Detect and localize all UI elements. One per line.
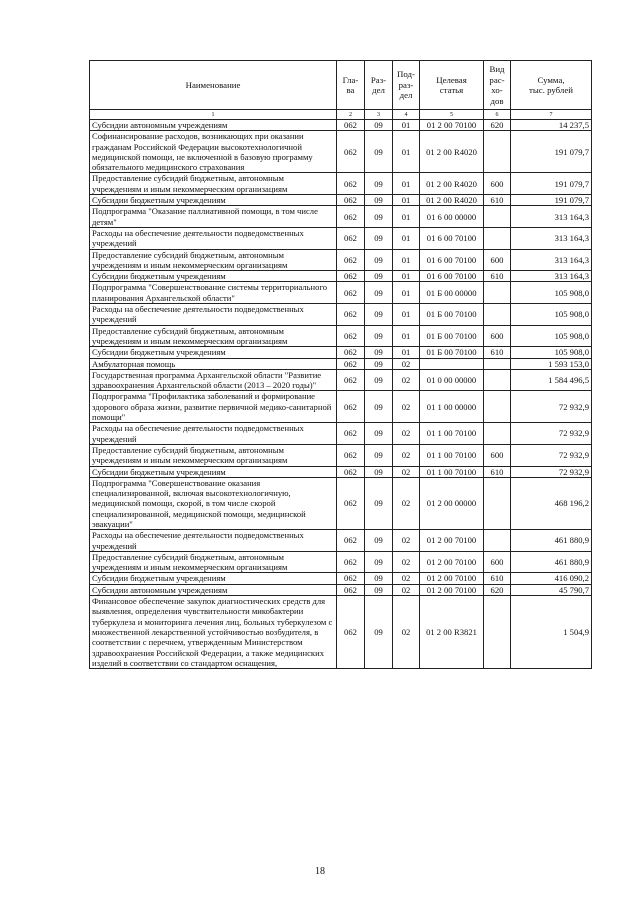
row-amount: 1 504,9 <box>511 596 592 669</box>
row-section: 09 <box>365 131 393 173</box>
row-amount: 14 237,5 <box>511 120 592 131</box>
row-expense-type: 610 <box>484 466 511 477</box>
row-target-article: 01 1 00 70100 <box>420 423 484 445</box>
row-target-article: 01 2 00 70100 <box>420 584 484 595</box>
row-chapter: 062 <box>337 131 365 173</box>
row-section: 09 <box>365 466 393 477</box>
row-amount: 313 164,3 <box>511 271 592 282</box>
row-subsection: 02 <box>393 423 420 445</box>
row-expense-type <box>484 206 511 228</box>
table-row <box>90 444 592 466</box>
row-chapter: 062 <box>337 466 365 477</box>
row-subsection: 02 <box>393 584 420 595</box>
table-row <box>90 584 592 595</box>
row-expense-type <box>484 391 511 423</box>
row-name: Субсидии автономным учреждениям <box>90 584 337 595</box>
column-number-row <box>90 110 592 120</box>
row-section: 09 <box>365 596 393 669</box>
row-expense-type <box>484 358 511 369</box>
row-name: Предоставление субсидий бюджетным, автономным учреждениям и иным некоммерческим организациям <box>90 249 337 271</box>
row-amount: 461 880,9 <box>511 530 592 552</box>
row-expense-type <box>484 530 511 552</box>
row-chapter: 062 <box>337 282 365 304</box>
row-section: 09 <box>365 173 393 195</box>
row-target-article: 01 6 00 00000 <box>420 206 484 228</box>
row-amount: 105 908,0 <box>511 304 592 326</box>
row-target-article: 01 2 00 R3821 <box>420 596 484 669</box>
row-expense-type: 600 <box>484 325 511 347</box>
row-target-article: 01 1 00 70100 <box>420 466 484 477</box>
row-chapter: 062 <box>337 444 365 466</box>
row-expense-type <box>484 304 511 326</box>
row-expense-type: 620 <box>484 584 511 595</box>
row-chapter: 062 <box>337 173 365 195</box>
table-row <box>90 271 592 282</box>
row-section: 09 <box>365 271 393 282</box>
row-target-article: 01 2 00 70100 <box>420 120 484 131</box>
row-name: Расходы на обеспечение деятельности подведомственных учреждений <box>90 530 337 552</box>
row-name: Субсидии бюджетным учреждениям <box>90 195 337 206</box>
row-section: 09 <box>365 249 393 271</box>
row-target-article: 01 2 00 R4020 <box>420 131 484 173</box>
column-number: 2 <box>337 110 365 120</box>
table-row <box>90 347 592 358</box>
column-number: 5 <box>420 110 484 120</box>
row-name: Финансовое обеспечение закупок диагностических средств для выявления, определения чувствительности микобактерии туберкулеза и мониторинга лечения лиц, больных туберкулезом с множественной лекарственной устойчивостью возбудителя, в соответствии с перечнем, утвержденным Министерством здравоохранения Российской Федерации, а также медицинских изделий в соответствии со стандартом оснащения, <box>90 596 337 669</box>
row-name: Амбулаторная помощь <box>90 358 337 369</box>
row-amount: 461 880,9 <box>511 551 592 573</box>
row-name: Подпрограмма "Совершенствование системы территориального планирования Архангельской области" <box>90 282 337 304</box>
row-chapter: 062 <box>337 596 365 669</box>
row-section: 09 <box>365 304 393 326</box>
row-target-article: 01 Б 00 70100 <box>420 304 484 326</box>
column-number: 1 <box>90 110 337 120</box>
row-chapter: 062 <box>337 195 365 206</box>
table-row <box>90 304 592 326</box>
column-number: 3 <box>365 110 393 120</box>
row-section: 09 <box>365 227 393 249</box>
row-chapter: 062 <box>337 584 365 595</box>
row-amount: 313 164,3 <box>511 227 592 249</box>
row-target-article <box>420 358 484 369</box>
row-subsection: 02 <box>393 530 420 552</box>
header-section: Раз- дел <box>365 61 393 110</box>
row-expense-type <box>484 477 511 529</box>
row-subsection: 01 <box>393 249 420 271</box>
row-subsection: 02 <box>393 391 420 423</box>
row-section: 09 <box>365 120 393 131</box>
row-amount: 72 932,9 <box>511 466 592 477</box>
row-target-article: 01 2 00 R4020 <box>420 195 484 206</box>
row-name: Предоставление субсидий бюджетным, автономным учреждениям и иным некоммерческим организациям <box>90 444 337 466</box>
row-chapter: 062 <box>337 325 365 347</box>
row-expense-type <box>484 369 511 391</box>
budget-page <box>89 60 591 669</box>
row-section: 09 <box>365 195 393 206</box>
header-row <box>90 61 592 110</box>
row-name: Расходы на обеспечение деятельности подведомственных учреждений <box>90 423 337 445</box>
row-chapter: 062 <box>337 369 365 391</box>
row-amount: 191 079,7 <box>511 173 592 195</box>
row-target-article: 01 6 00 70100 <box>420 271 484 282</box>
row-chapter: 062 <box>337 358 365 369</box>
row-amount: 1 584 496,5 <box>511 369 592 391</box>
row-name: Предоставление субсидий бюджетным, автономным учреждениям и иным некоммерческим организациям <box>90 173 337 195</box>
row-name: Расходы на обеспечение деятельности подведомственных учреждений <box>90 304 337 326</box>
column-number: 4 <box>393 110 420 120</box>
row-expense-type: 610 <box>484 347 511 358</box>
header-chapter: Гла- ва <box>337 61 365 110</box>
row-name: Софинансирование расходов, возникающих при оказании гражданам Российской Федерации высокотехнологичной медицинской помощи, не включенной в базовую программу обязательного медицинского страхования <box>90 131 337 173</box>
row-name: Субсидии бюджетным учреждениям <box>90 573 337 584</box>
row-chapter: 062 <box>337 347 365 358</box>
row-section: 09 <box>365 391 393 423</box>
row-expense-type <box>484 227 511 249</box>
row-expense-type: 610 <box>484 195 511 206</box>
row-chapter: 062 <box>337 477 365 529</box>
table-row <box>90 358 592 369</box>
row-amount: 105 908,0 <box>511 282 592 304</box>
budget-table <box>89 60 592 669</box>
row-section: 09 <box>365 282 393 304</box>
row-name: Подпрограмма "Оказание паллиативной помощи, в том числе детям" <box>90 206 337 228</box>
row-name: Расходы на обеспечение деятельности подведомственных учреждений <box>90 227 337 249</box>
row-subsection: 02 <box>393 551 420 573</box>
row-section: 09 <box>365 325 393 347</box>
row-subsection: 01 <box>393 271 420 282</box>
row-amount: 191 079,7 <box>511 131 592 173</box>
row-subsection: 02 <box>393 369 420 391</box>
row-target-article: 01 2 00 70100 <box>420 573 484 584</box>
row-amount: 72 932,9 <box>511 423 592 445</box>
row-subsection: 01 <box>393 120 420 131</box>
row-section: 09 <box>365 477 393 529</box>
budget-rows <box>90 120 592 669</box>
row-amount: 72 932,9 <box>511 391 592 423</box>
row-expense-type <box>484 282 511 304</box>
row-section: 09 <box>365 573 393 584</box>
row-expense-type: 600 <box>484 444 511 466</box>
row-target-article: 01 2 00 70100 <box>420 530 484 552</box>
header-target-article: Целевая статья <box>420 61 484 110</box>
row-chapter: 062 <box>337 271 365 282</box>
row-subsection: 01 <box>393 131 420 173</box>
row-subsection: 02 <box>393 596 420 669</box>
column-number: 7 <box>511 110 592 120</box>
row-chapter: 062 <box>337 206 365 228</box>
row-amount: 313 164,3 <box>511 206 592 228</box>
row-amount: 313 164,3 <box>511 249 592 271</box>
row-section: 09 <box>365 206 393 228</box>
row-name: Субсидии бюджетным учреждениям <box>90 466 337 477</box>
row-amount: 45 790,7 <box>511 584 592 595</box>
table-row <box>90 120 592 131</box>
table-row <box>90 369 592 391</box>
row-subsection: 02 <box>393 477 420 529</box>
row-subsection: 02 <box>393 444 420 466</box>
table-row <box>90 423 592 445</box>
row-chapter: 062 <box>337 227 365 249</box>
row-section: 09 <box>365 358 393 369</box>
row-name: Предоставление субсидий бюджетным, автономным учреждениям и иным некоммерческим организациям <box>90 325 337 347</box>
row-subsection: 01 <box>393 347 420 358</box>
table-row <box>90 551 592 573</box>
row-expense-type: 600 <box>484 249 511 271</box>
page-number: 18 <box>315 866 325 877</box>
row-subsection: 01 <box>393 206 420 228</box>
row-subsection: 01 <box>393 282 420 304</box>
row-name: Субсидии бюджетным учреждениям <box>90 347 337 358</box>
row-chapter: 062 <box>337 573 365 584</box>
row-subsection: 01 <box>393 304 420 326</box>
row-target-article: 01 Б 00 00000 <box>420 282 484 304</box>
row-subsection: 01 <box>393 173 420 195</box>
row-chapter: 062 <box>337 391 365 423</box>
table-row <box>90 573 592 584</box>
row-name: Субсидии бюджетным учреждениям <box>90 271 337 282</box>
row-expense-type <box>484 131 511 173</box>
row-expense-type: 600 <box>484 173 511 195</box>
table-row <box>90 195 592 206</box>
row-chapter: 062 <box>337 120 365 131</box>
row-subsection: 02 <box>393 466 420 477</box>
row-expense-type: 620 <box>484 120 511 131</box>
row-amount: 1 593 153,0 <box>511 358 592 369</box>
row-name: Подпрограмма "Профилактика заболеваний и формирование здорового образа жизни, развитие первичной медико-санитарной помощи" <box>90 391 337 423</box>
header-amount: Сумма, тыс. рублей <box>511 61 592 110</box>
row-section: 09 <box>365 423 393 445</box>
row-target-article: 01 2 00 00000 <box>420 477 484 529</box>
row-chapter: 062 <box>337 304 365 326</box>
row-name: Подпрограмма "Совершенствование оказания специализированной, включая высокотехнологичную, медицинской помощи, скорой, в том числе скорой специализированной, медицинской помощи, медицинской эвакуации" <box>90 477 337 529</box>
row-target-article: 01 Б 00 70100 <box>420 347 484 358</box>
table-row <box>90 206 592 228</box>
row-target-article: 01 1 00 00000 <box>420 391 484 423</box>
row-chapter: 062 <box>337 423 365 445</box>
table-row <box>90 131 592 173</box>
row-amount: 72 932,9 <box>511 444 592 466</box>
table-row <box>90 391 592 423</box>
row-expense-type: 600 <box>484 551 511 573</box>
row-subsection: 02 <box>393 358 420 369</box>
row-subsection: 01 <box>393 325 420 347</box>
row-expense-type <box>484 596 511 669</box>
row-amount: 191 079,7 <box>511 195 592 206</box>
row-name: Государственная программа Архангельской области "Развитие здравоохранения Архангельской области (2013 – 2020 годы)" <box>90 369 337 391</box>
row-target-article: 01 6 00 70100 <box>420 227 484 249</box>
row-section: 09 <box>365 347 393 358</box>
row-target-article: 01 2 00 70100 <box>420 551 484 573</box>
row-chapter: 062 <box>337 249 365 271</box>
row-target-article: 01 2 00 R4020 <box>420 173 484 195</box>
header-expense-type: Вид рас- хо- дов <box>484 61 511 110</box>
row-section: 09 <box>365 584 393 595</box>
row-name: Предоставление субсидий бюджетным, автономным учреждениям и иным некоммерческим организациям <box>90 551 337 573</box>
row-target-article: 01 Б 00 70100 <box>420 325 484 347</box>
row-section: 09 <box>365 444 393 466</box>
row-section: 09 <box>365 551 393 573</box>
header-name: Наименование <box>90 61 337 110</box>
row-chapter: 062 <box>337 551 365 573</box>
table-row <box>90 249 592 271</box>
row-name: Субсидии автономным учреждениям <box>90 120 337 131</box>
table-row <box>90 477 592 529</box>
row-amount: 468 196,2 <box>511 477 592 529</box>
row-amount: 105 908,0 <box>511 325 592 347</box>
row-section: 09 <box>365 530 393 552</box>
row-expense-type <box>484 423 511 445</box>
header-subsection: Под- раз- дел <box>393 61 420 110</box>
row-target-article: 01 6 00 70100 <box>420 249 484 271</box>
row-expense-type: 610 <box>484 271 511 282</box>
row-target-article: 01 1 00 70100 <box>420 444 484 466</box>
row-subsection: 01 <box>393 195 420 206</box>
table-row <box>90 466 592 477</box>
row-target-article: 01 0 00 00000 <box>420 369 484 391</box>
row-expense-type: 610 <box>484 573 511 584</box>
table-row <box>90 282 592 304</box>
row-chapter: 062 <box>337 530 365 552</box>
table-row <box>90 227 592 249</box>
column-number: 6 <box>484 110 511 120</box>
row-amount: 416 090,2 <box>511 573 592 584</box>
row-subsection: 02 <box>393 573 420 584</box>
table-row <box>90 173 592 195</box>
table-row <box>90 530 592 552</box>
row-subsection: 01 <box>393 227 420 249</box>
row-section: 09 <box>365 369 393 391</box>
table-row <box>90 325 592 347</box>
table-row <box>90 596 592 669</box>
row-amount: 105 908,0 <box>511 347 592 358</box>
